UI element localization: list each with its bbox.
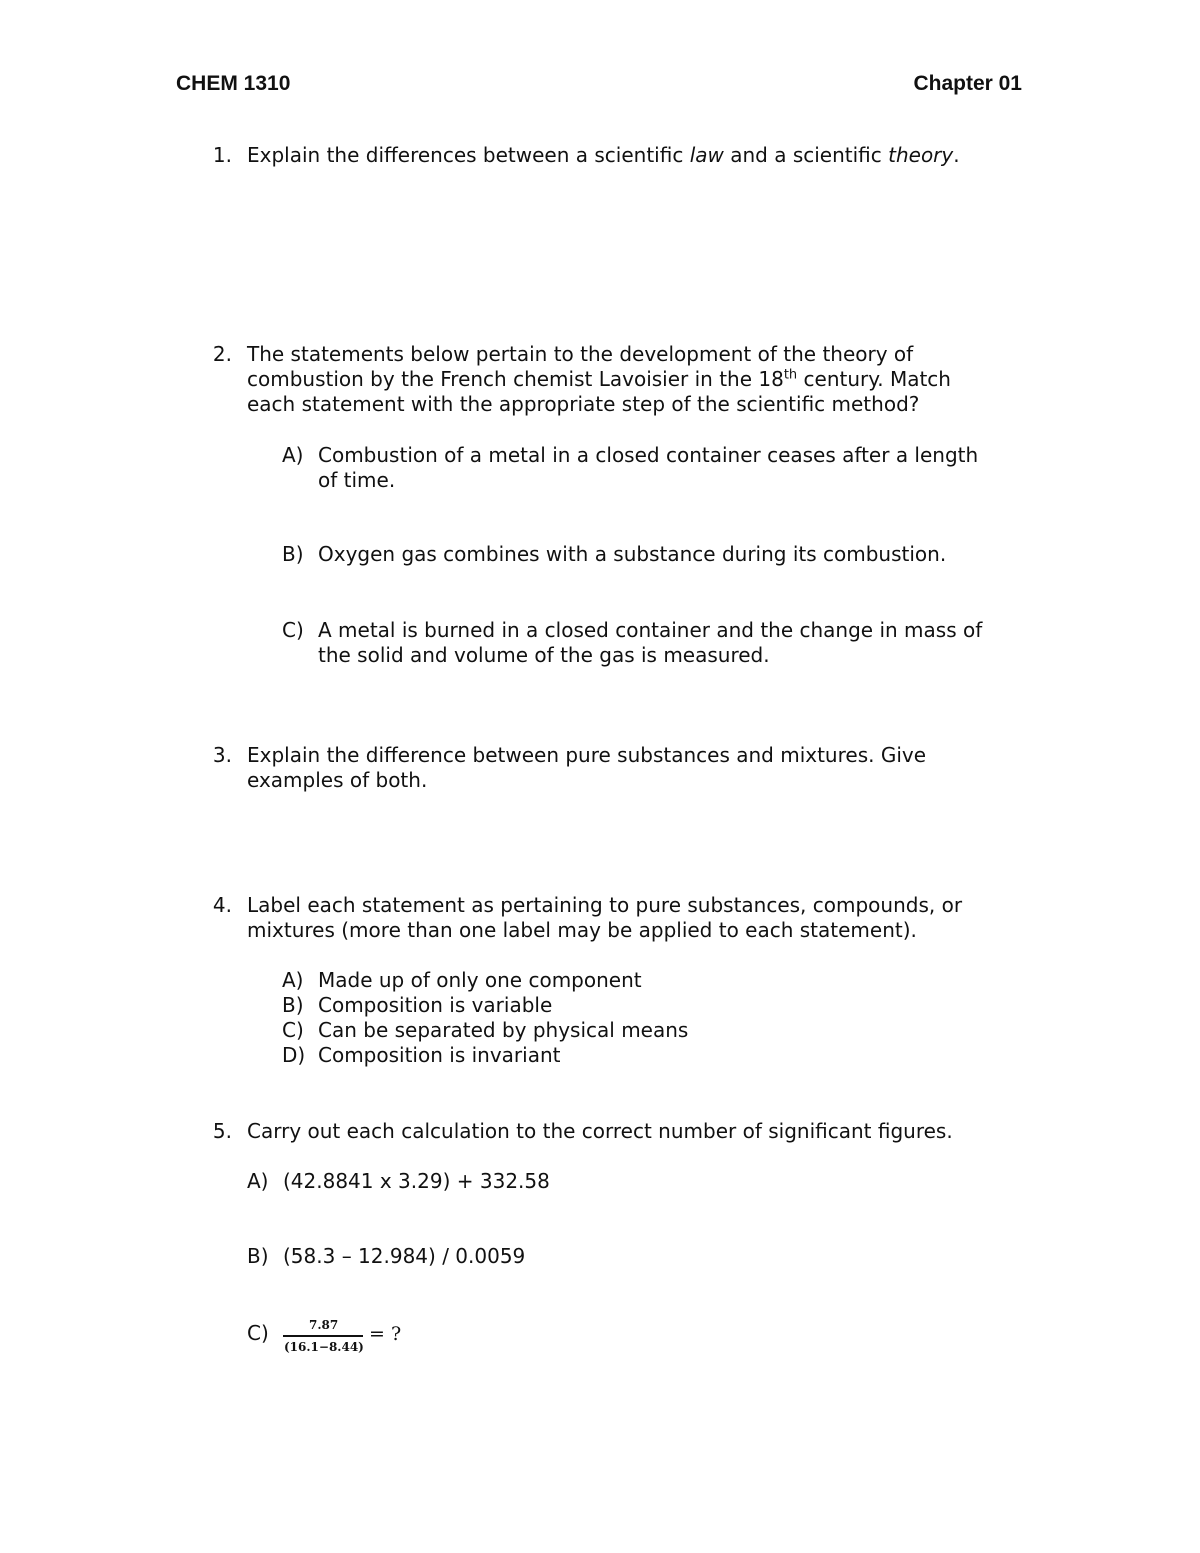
item-text: (42.8841 x 3.29) + 332.58 bbox=[283, 1169, 550, 1193]
question-5-line: Carry out each calculation to the correct number of significant figures. bbox=[247, 1119, 953, 1143]
item-letter: A) bbox=[282, 968, 304, 992]
question-3-line: Explain the difference between pure substances and mixtures. Give bbox=[247, 743, 927, 767]
question-number: 1. bbox=[212, 143, 232, 167]
question-2-line: combustion by the French chemist Lavoisier in the 18th century. Match bbox=[247, 367, 951, 391]
item-text: Composition is invariant bbox=[318, 1043, 561, 1067]
item-text: Composition is variable bbox=[318, 993, 553, 1017]
question-number: 5. bbox=[212, 1119, 232, 1143]
item-letter: C) bbox=[247, 1321, 269, 1345]
item-letter: C) bbox=[282, 618, 304, 642]
item-letter: B) bbox=[247, 1244, 269, 1268]
question-number: 4. bbox=[212, 893, 232, 917]
item-letter: B) bbox=[282, 993, 304, 1017]
question-4-line: mixtures (more than one label may be applied to each statement). bbox=[247, 918, 917, 942]
item-text: of time. bbox=[318, 468, 396, 492]
item-text: Oxygen gas combines with a substance during its combustion. bbox=[318, 542, 947, 566]
question-number: 2. bbox=[212, 342, 232, 366]
question-number: 3. bbox=[212, 743, 232, 767]
item-letter: B) bbox=[282, 542, 304, 566]
item-text: (58.3 – 12.984) / 0.0059 bbox=[283, 1244, 526, 1268]
item-letter: D) bbox=[282, 1043, 306, 1067]
question-4-line: Label each statement as pertaining to pure substances, compounds, or bbox=[247, 893, 963, 917]
fraction-equals: = ? bbox=[369, 1323, 402, 1345]
fraction-numerator: 7.87 bbox=[309, 1318, 339, 1332]
item-text: Made up of only one component bbox=[318, 968, 642, 992]
item-letter: C) bbox=[282, 1018, 304, 1042]
chapter-title: Chapter 01 bbox=[913, 72, 1022, 95]
item-text: Combustion of a metal in a closed container ceases after a length bbox=[318, 443, 979, 467]
item-text: Can be separated by physical means bbox=[318, 1018, 689, 1042]
question-2-line: The statements below pertain to the development of the theory of bbox=[247, 342, 914, 366]
question-3-line: examples of both. bbox=[247, 768, 428, 792]
item-text: A metal is burned in a closed container and the change in mass of bbox=[318, 618, 983, 642]
item-text: the solid and volume of the gas is measured. bbox=[318, 643, 770, 667]
course-title: CHEM 1310 bbox=[176, 72, 291, 95]
item-letter: A) bbox=[247, 1169, 269, 1193]
item-letter: A) bbox=[282, 443, 304, 467]
question-1-text: Explain the differences between a scientific law and a scientific theory. bbox=[247, 143, 960, 167]
fraction-denominator: (16.1−8.44) bbox=[284, 1340, 364, 1354]
question-2-line: each statement with the appropriate step of the scientific method? bbox=[247, 392, 920, 416]
fraction-bar bbox=[283, 1335, 363, 1337]
